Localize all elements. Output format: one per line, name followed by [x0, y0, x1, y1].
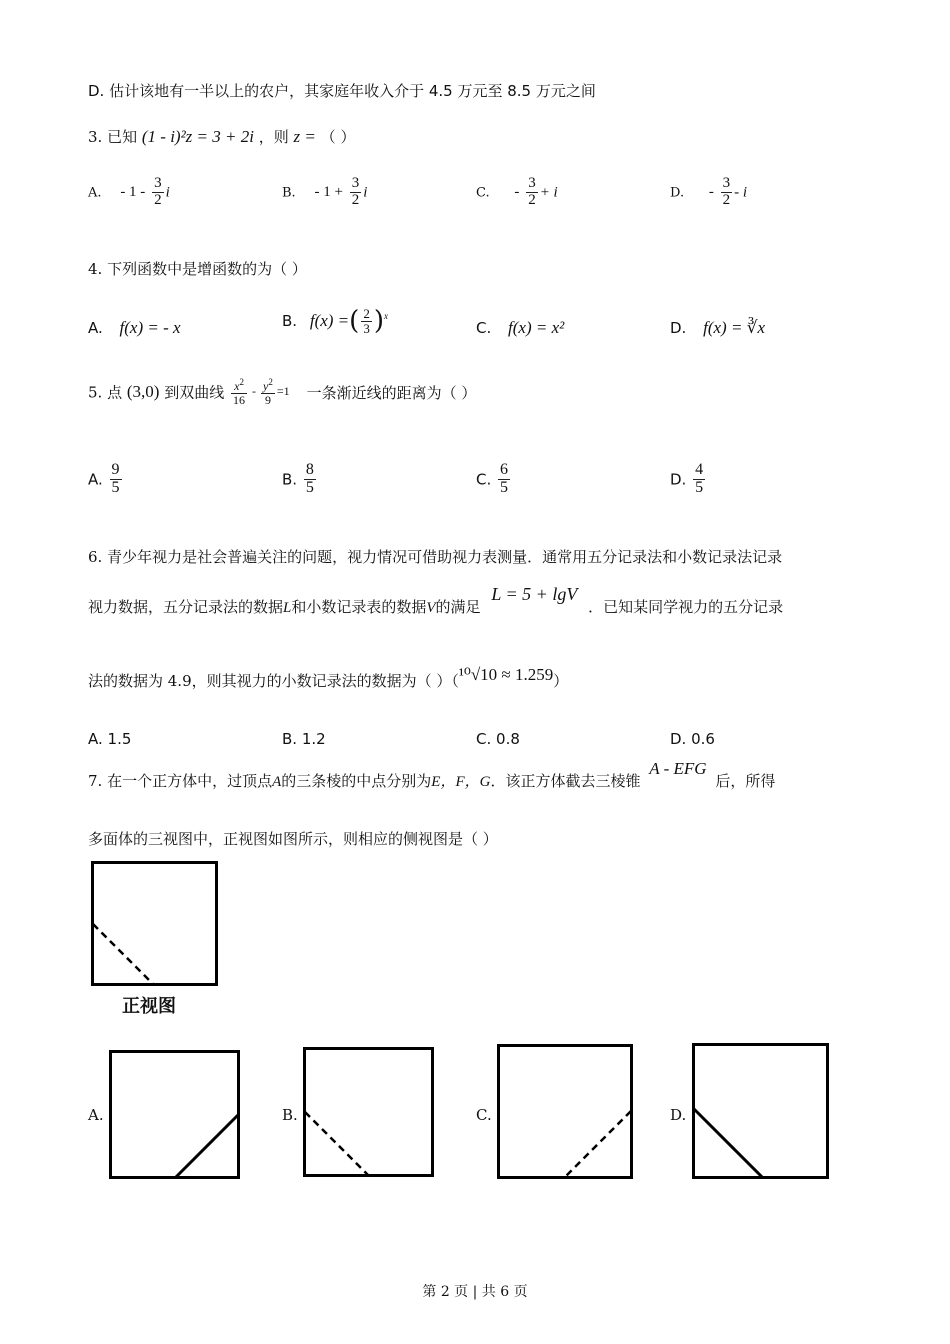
q3-middle: ，则 [258, 128, 289, 146]
q4-option-d: D. f(x) = ∛x [670, 318, 766, 337]
q7-pyramid: A - EFG [649, 759, 707, 778]
q4-option-a-expr: f(x) = - x [119, 318, 181, 337]
q7-option-a-label: A. [88, 1106, 104, 1124]
option-b-dashed-edge [305, 1112, 368, 1175]
q4-option-a: A. f(x) = - x [88, 318, 181, 337]
q3-option-a: A. - 1 - $\frac{3}{2}$ i [88, 175, 170, 208]
q3-z: z = [293, 127, 316, 146]
q3-prefix: 3. 已知 [88, 128, 138, 146]
q5-stem: 5. 点 (3,0) 到双曲线 $\frac{x^2}{16}$ - $\frac{y^2}{9}$ =1 一条渐近线的距离为（ ） [88, 377, 477, 407]
q7-option-d-label: D. [670, 1106, 687, 1124]
q7-line2: 多面体的三视图中，正视图如图所示，则相应的侧视图是（ ） [88, 830, 498, 848]
q7-option-c-label: C. [476, 1106, 492, 1124]
q3-option-c: C. - $\frac{3}{2}$ + i [476, 175, 558, 208]
option-a-solid-edge [175, 1114, 239, 1178]
q4-option-b-expr: f(x) = [309, 311, 350, 330]
front-view-caption: 正视图 [122, 996, 176, 1017]
q5-point: (3,0) [126, 382, 160, 402]
front-view-figure [91, 861, 219, 987]
q4-option-d-expr: f(x) = ∛x [703, 318, 766, 337]
q7-line1: 7. 在一个正方体中，过顶点A的三条棱的中点分别为E，F，G．该正方体截去三棱锥 A - EFG 后，所得 [88, 759, 776, 790]
q4-option-c: C. f(x) = x² [476, 318, 565, 337]
q6-option-b: B. 1.2 [282, 730, 326, 748]
q7-option-b-figure [303, 1047, 435, 1178]
q5-option-a: A. $\frac{9}{5}$ [88, 461, 120, 496]
front-view-square [93, 863, 217, 985]
q6-option-d: D. 0.6 [670, 730, 715, 748]
q5-option-c: C. $\frac{6}{5}$ [476, 461, 509, 496]
q6-option-a: A. 1.5 [88, 730, 132, 748]
q6-line1: 6. 青少年视力是社会普遍关注的问题，视力情况可借助视力表测量．通常用五分记录法和小数记录法记录 [88, 548, 783, 566]
q3-suffix: （ ） [320, 128, 356, 146]
option-c-dashed-edge [565, 1111, 631, 1177]
q3-stem [88, 126, 355, 147]
q5-option-d: D. $\frac{4}{5}$ [670, 461, 704, 496]
q5-option-b: B. $\frac{8}{5}$ [282, 461, 314, 496]
q6-formula: L = 5 + lgV [491, 584, 578, 604]
q6-option-c: C. 0.8 [476, 730, 520, 748]
q6-approx: ¹⁰√10 ≈ 1.259 [458, 665, 554, 684]
front-view-dashed-edge [93, 924, 153, 984]
page-footer: 第 2 页 | 共 6 页 [422, 1284, 528, 1300]
q7-option-c-figure [497, 1044, 634, 1180]
q2-option-d: D. 估计该地有一半以上的农户，其家庭年收入介于 4.5 万元至 8.5 万元之间 [88, 82, 596, 100]
q3-option-d: D. - $\frac{3}{2}$ - i [670, 175, 748, 208]
q3-equation: (1 - i)²z = 3 + 2i [141, 127, 254, 146]
q6-line3: 法的数据为 4.9，则其视力的小数记录法的数据为（ ）（¹⁰√10 ≈ 1.259） [88, 665, 569, 690]
q7-option-b-label: B. [282, 1106, 298, 1124]
q3-option-b: B. - 1 + $\frac{3}{2}$ i [282, 175, 368, 208]
q5-curve: $\frac{x^2}{16}$ - $\frac{y^2}{9}$ =1 [233, 377, 290, 407]
q6-line2: 视力数据，五分记录法的数据L和小数记录表的数据V的满足 L = 5 + lgV ．已知某同学视力的五分记录 [88, 584, 784, 616]
q4-stem: 4. 下列函数中是增函数的为（ ） [88, 260, 307, 278]
q4-option-b: B. f(x) =( $\frac{2}{3}$ )$^x$ [282, 305, 388, 336]
q7-option-a-figure [109, 1050, 241, 1180]
q7-option-d-figure [692, 1043, 830, 1180]
option-d-solid-edge [694, 1109, 762, 1177]
q4-option-c-expr: f(x) = x² [508, 318, 565, 337]
